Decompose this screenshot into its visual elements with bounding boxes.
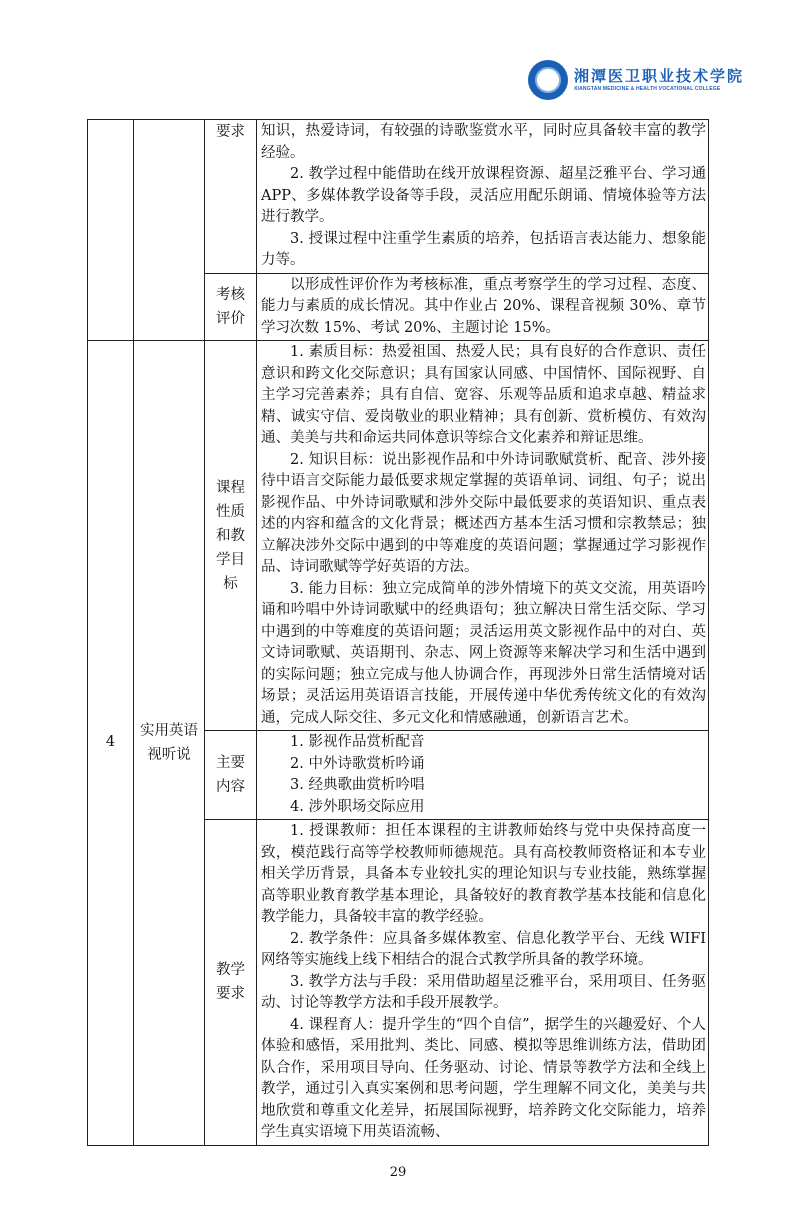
paragraph: 1. 素质目标：热爱祖国、热爱人民；具有良好的合作意识、责任意识和跨文化交际意识；具有国家认同感、中国情怀、国际视野、自主学习完善素养；具有自信、宽容、乐观等品质和追求卓越、精益求精、诚实守信、爱岗敬业的职业精神；具有创新、赏析模仿、有效沟通、美美与共和命运共同体意识等综合文化素养和辩证思维。 — [261, 344, 706, 446]
paragraph: 4. 课程育人：提升学生的“四个自信”，据学生的兴趣爱好、个人体验和感悟，采用批判、类比、同感、模拟等思维训练方法，借助团队合作，采用项目导向、任务驱动、讨论、情景等教学方法和全线上教学，通过引入真实案例和思考问题，学生理解不同文化，美美与共地欣赏和尊重文化差异，拓展国际视野，培养跨文化交际能力，培养学生真实语境下用英语流畅、 — [261, 1016, 706, 1140]
paragraph: 3. 授课过程中注重学生素质的培养，包括语言表达能力、想象能力等。 — [261, 230, 706, 268]
main-content-label: 主要 内容 — [205, 731, 257, 820]
teaching-requirements-label: 教学 要求 — [205, 820, 257, 1146]
list-item: 1. 影视作品赏析配音 — [290, 734, 425, 750]
paragraph: 2. 教学条件：应具备多媒体教室、信息化教学平台、无线 WIFI 网络等实施线上线下相结合的混合式教学所具备的教学环境。 — [261, 930, 706, 968]
paragraph: 3. 教学方法与手段：采用借助超星泛雅平台，采用项目、任务驱动、讨论等教学方法和手段开展教学。 — [261, 973, 706, 1011]
page-number: 29 — [389, 1164, 407, 1180]
college-logo — [528, 60, 744, 100]
assessment-content — [257, 273, 709, 341]
paragraph: 2. 教学过程中能借助在线开放课程资源、超星泛雅平台、学习通 APP、多媒体教学设备等手段，灵活应用配乐朗诵、情境体验等方法进行教学。 — [261, 166, 706, 225]
table-row — [88, 341, 709, 731]
assessment-label: 考核 评价 — [205, 273, 257, 341]
course-number: 4 — [88, 341, 134, 1146]
goals-content — [257, 341, 709, 731]
paragraph: 1. 授课教师：担任本课程的主讲教师始终与党中央保持高度一致，模范践行高等学校教师师德规范。具有高校教师资格证和本专业相关学历背景，具备本专业较扎实的理论知识与专业技能，熟练掌握高等职业教育教学基本理论，具备较好的教育教学基本技能和信息化教学能力，具备较丰富的教学经验。 — [261, 823, 706, 925]
logo-english-name: XIANGTAN MEDICINE & HEALTH VOCATIONAL COLLEGE — [574, 86, 721, 92]
paragraph: 3. 能力目标：独立完成简单的涉外情境下的英文交流，用英语吟诵和吟唱中外诗词歌赋中的经典语句；独立解决日常生活交际、学习中遇到的中等难度的英语问题；灵活运用英文影视作品中的对白、英文诗词歌赋、英语期刊、杂志、网上资源等来解决学习和生活中遇到的实际问题；独立完成与他人协调合作，再现涉外日常生活情境对话场景；灵活运用英语语言技能，开展传递中华优秀传统文化的有效沟通，完成人际交往、多元文化和情感融通，创新语言艺术。 — [261, 580, 706, 726]
logo-chinese-name: 湘潭医卫职业技术学院 — [574, 67, 745, 85]
paragraph: 以形成性评价作为考核标准，重点考察学生的学习过程、态度、能力与素质的成长情况。其中作业占 20%、课程音视频 30%、章节学习次数 15%、考试 20%、主题讨论 15%。 — [261, 276, 706, 336]
college-seal-icon — [528, 60, 568, 100]
teaching-requirements-content — [257, 820, 709, 1146]
requirements-content — [257, 120, 709, 274]
paragraph: 2. 知识目标：说出影视作品和中外诗词歌赋赏析、配音、涉外接待中语言交际能力最低要求规定掌握的英语单词、词组、句子；说出影视作品、中外诗词歌赋和涉外交际中最低要求的英语知识、重点表述的内容和蕴含的文化背景；概述西方基本生活习惯和宗教禁忌；独立解决涉外交际中遇到的中等难度的英语问题；掌握通过学习影视作品、诗词歌赋等学好英语的方法。 — [261, 451, 706, 575]
main-content-list — [257, 731, 709, 820]
table-row — [88, 120, 709, 274]
list-item: 2. 中外诗歌赏析吟诵 — [290, 755, 425, 772]
list-item: 4. 涉外职场交际应用 — [290, 798, 425, 815]
requirements-label: 要求 — [205, 120, 257, 274]
course-name: 实用英语 视听说 — [134, 341, 205, 1146]
goals-label: 课程 性质 和教 学目 标 — [205, 341, 257, 731]
paragraph: 知识，热爱诗词，有较强的诗歌鉴赏水平，同时应具备较丰富的教学经验。 — [261, 123, 706, 161]
course-table — [87, 119, 709, 1146]
list-item: 3. 经典歌曲赏析吟唱 — [290, 777, 425, 793]
